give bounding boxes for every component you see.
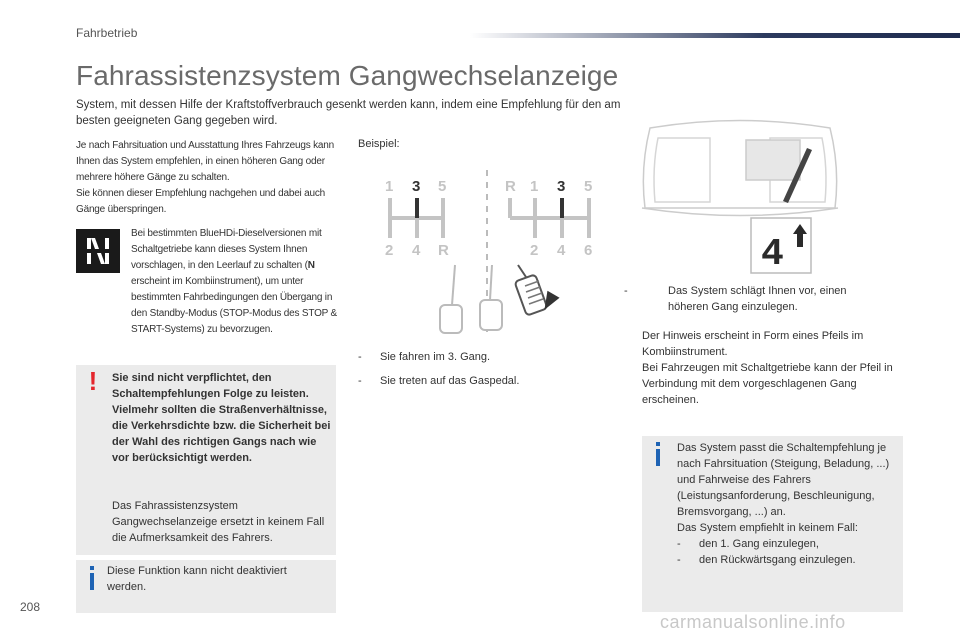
watermark: carmanualsonline.info: [660, 612, 846, 632]
info-list-item-1: [677, 536, 901, 552]
info-adaptation-text: [677, 440, 901, 568]
left-text-block: [76, 138, 346, 218]
list-item-text: Das System schlägt Ihnen vor, einen höheren Gang einzulegen.: [668, 285, 847, 313]
info-note-text: Diese Funktion kann nicht deaktiviert werden.: [107, 565, 287, 593]
right-text-block: [642, 328, 902, 408]
right-paragraph-2: Bei Fahrzeugen mit Schaltgetriebe kann der Pfeil in Verbindung mit dem vorgeschlagenen Gang erscheinen.: [642, 362, 893, 406]
gear-right-top-5: 5: [584, 178, 593, 195]
header-rule: [470, 33, 960, 38]
list-item-text: Sie treten auf das Gaspedal.: [380, 375, 520, 387]
example-label: Beispiel:: [358, 138, 400, 150]
instrument-cluster-illustration: [640, 118, 840, 278]
gear-left-top-3: 3: [412, 178, 421, 195]
gear-left-bottom-4: 4: [412, 242, 421, 259]
list-dash: -: [677, 554, 681, 566]
info-item-text: den Rückwärtsgang einzulegen.: [699, 554, 856, 566]
info-icon-svg: [87, 566, 97, 590]
left-paragraph-1: Je nach Fahrsituation und Ausstattung Ihres Fahrzeugs kann Ihnen das System empfehlen, in einen höheren Gang oder mehrere höhere Gänge zu schalten.: [76, 140, 335, 183]
pedals: [440, 265, 560, 333]
page-number: 208: [20, 600, 41, 614]
neutral-paragraph: [131, 226, 346, 338]
warning-bold-text: Sie sind nicht verpflichtet, den Schaltempfehlungen Folge zu leisten. Vielmehr sollten die Straßenverhältnisse, die Verkehrsdichte bzw. die Sicherheit bei der Wahl des richtigen Gangs nach wie vor berücksichtigt werden.: [112, 372, 331, 464]
gear-right-top-3: 3: [557, 178, 566, 195]
gear-right-bottom-6: 6: [584, 242, 593, 259]
info-icon: [87, 566, 97, 590]
gear-right-top-1: 1: [530, 178, 539, 195]
display-gear-number: 4: [761, 233, 784, 276]
neutral-n-icon: [76, 229, 120, 273]
neutral-letter: N: [307, 260, 315, 271]
list-dash: -: [624, 285, 628, 297]
left-paragraph-2: Sie können dieser Empfehlung nachgehen und dabei auch Gänge überspringen.: [76, 188, 326, 215]
info-icon-svg: [653, 442, 663, 466]
info-icon: [653, 442, 663, 466]
gear-left-top-5: 5: [438, 178, 447, 195]
list-item-upshift: [624, 283, 886, 315]
list-item-pedal: [358, 373, 519, 389]
neutral-text-before: Bei bestimmten BlueHDi-Dieselversionen mit Schaltgetriebe kann dieses System Ihnen vorschlagen, in den Leerlauf zu schalten (: [131, 228, 322, 271]
accelerator-pedal: [515, 265, 560, 316]
instrument-cluster: [642, 121, 838, 216]
page-title: Fahrassistenzsystem Gangwechselanzeige: [76, 60, 619, 91]
list-dash: -: [358, 375, 362, 387]
list-dash: -: [677, 538, 681, 550]
info-lead: Das System empfiehlt in keinem Fall:: [677, 522, 858, 534]
gear-display: [751, 218, 811, 276]
gear-left-bottom-2: 2: [385, 242, 394, 259]
list-dash: -: [358, 351, 362, 363]
neutral-n-svg: [76, 229, 120, 273]
list-item-text-wrap: [624, 283, 886, 315]
gearbox-right: [505, 178, 592, 259]
list-item-gear: [358, 349, 490, 365]
list-item-text: Sie fahren im 3. Gang.: [380, 351, 491, 363]
info-list-item-2: [677, 552, 901, 568]
exclamation-icon: !: [88, 366, 98, 396]
intro-paragraph: System, mit dessen Hilfe der Kraftstoffverbrauch gesenkt werden kann, indem eine Empfehlung für den am besten geeigneten Gang gegeben wird.: [76, 99, 621, 127]
warning-text: Das Fahrassistenzsystem Gangwechselanzeige ersetzt in keinem Fall die Aufmerksamkeit des Fahrers.: [112, 500, 325, 544]
gearshift-illustration: [370, 165, 620, 340]
gearbox-left: [385, 178, 449, 259]
right-paragraph-1: Der Hinweis erscheint in Form eines Pfeils im Kombiinstrument.: [642, 330, 864, 358]
info-intro: Das System passt die Schaltempfehlung je nach Fahrsituation (Steigung, Beladung, ...) und Fahrweise des Fahrers (Leistungsanforderung, Beschleunigung, Bremsvorgang, ...) an.: [677, 442, 890, 518]
info-item-text: den 1. Gang einzulegen,: [699, 538, 819, 550]
gear-right-bottom-2: 2: [530, 242, 539, 259]
gear-right-bottom-4: 4: [557, 242, 566, 259]
gear-left-bottom-r: R: [438, 242, 449, 259]
section-label: Fahrbetrieb: [76, 26, 138, 40]
neutral-text-after: erscheint im Kombiinstrument), um unter bestimmten Fahrbedingungen den Übergang in den Standby-Modus (STOP-Modus des STOP & START-Systems) zu bevorzugen.: [131, 276, 337, 335]
gear-left-top-1: 1: [385, 178, 394, 195]
gear-right-top-r: R: [505, 178, 516, 195]
